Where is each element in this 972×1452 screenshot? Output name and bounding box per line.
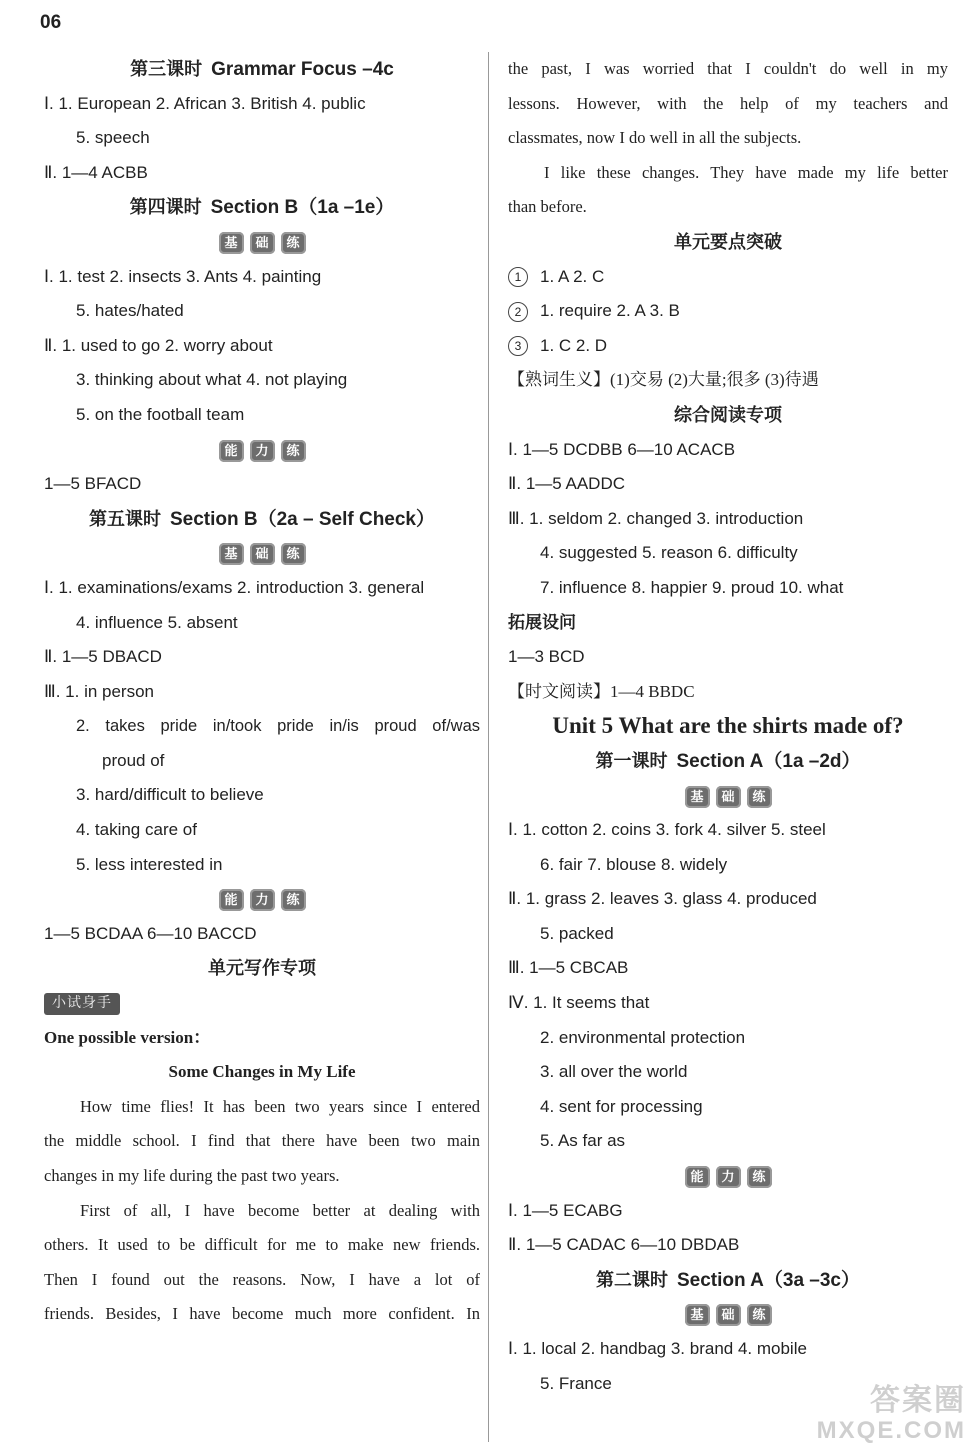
key-point-line: 1 1. A 2. C: [508, 260, 948, 295]
essay-line: friends. Besides, I have become much more confident. In: [44, 1304, 480, 1324]
answer-line: 4. influence 5. absent: [76, 612, 238, 632]
word-meaning-line: 【熟词生义】(1)交易 (2)大量;很多 (3)待遇: [508, 370, 819, 390]
answer-line: Ⅱ. 1. grass 2. leaves 3. glass 4. produced: [508, 889, 817, 909]
ability-practice-badge: 能 力 练: [508, 1159, 948, 1194]
practice-tag-row: [44, 986, 480, 1021]
answer-line: 2. takes pride in/took pride in/is proud of/was: [76, 717, 480, 736]
answer-line: 【时文阅读】1—4 BBDC: [508, 681, 695, 701]
essay-line: the middle school. I find that there have been two main: [44, 1131, 480, 1151]
lesson-heading: 第五课时 Section B（2a – Self Check）: [88, 508, 436, 530]
section-heading: 综合阅读专项: [674, 404, 782, 425]
page-number: 06: [40, 12, 62, 33]
circled-number: 1: [508, 267, 528, 287]
watermark-logo: 答案圈 MXQE.COM: [816, 1384, 966, 1444]
ability-practice-badge: 能 力 练: [44, 882, 480, 917]
version-label: One possible version：: [44, 1027, 211, 1047]
answer-line: 3. all over the world: [540, 1062, 688, 1082]
answer-line: Ⅱ. 1. used to go 2. worry about: [44, 335, 273, 355]
basic-practice-badge: 基 础 练: [44, 536, 480, 571]
answer-line: Ⅱ. 1—4 ACBB: [44, 162, 148, 182]
answer-line: 3. hard/difficult to believe: [76, 785, 264, 805]
essay-line: than before.: [508, 197, 587, 217]
answer-line: 5. As far as: [540, 1131, 626, 1151]
essay-title: Some Changes in My Life: [168, 1062, 356, 1082]
answer-line: 5. speech: [76, 128, 150, 148]
answer-line: 1—3 BCD: [508, 647, 585, 667]
answer-line: 1—5 BFACD: [44, 474, 142, 494]
answer-line: Ⅲ. 1—5 CBCAB: [508, 958, 629, 978]
answer-line: 3. thinking about what 4. not playing: [76, 370, 348, 390]
right-column: [508, 52, 948, 1401]
essay-line: classmates, now I do well in all the subjects.: [508, 128, 802, 148]
basic-practice-badge: 基 础 练: [44, 225, 480, 260]
ability-practice-badge: 能 力 练: [44, 433, 480, 468]
key-point-line: 2 1. require 2. A 3. B: [508, 294, 948, 329]
answer-line: Ⅰ. 1. local 2. handbag 3. brand 4. mobile: [508, 1338, 807, 1358]
essay-line: First of all, I have become better at dealing with: [80, 1200, 480, 1220]
column-divider: [488, 52, 489, 1442]
extension-label: 拓展设问: [508, 612, 576, 632]
key-point-line: 3 1. C 2. D: [508, 329, 948, 364]
answer-line: 5. packed: [540, 923, 614, 943]
answer-line: 6. fair 7. blouse 8. widely: [540, 854, 728, 874]
essay-line: others. It used to be difficult for me to make new friends.: [44, 1235, 480, 1255]
section-heading: 单元写作专项: [208, 958, 316, 979]
answer-line: 2. environmental protection: [540, 1027, 746, 1047]
lesson-heading: 第一课时 Section A（1a –2d）: [595, 750, 861, 772]
answer-line: 4. taking care of: [76, 820, 197, 840]
answer-line: Ⅰ. 1. cotton 2. coins 3. fork 4. silver 5. steel: [508, 820, 826, 840]
answer-line: Ⅰ. 1. European 2. African 3. British 4. public: [44, 93, 366, 113]
answer-line: Ⅲ. 1. in person: [44, 681, 155, 701]
answer-line: 5. hates/hated: [76, 301, 184, 321]
essay-line: I like these changes. They have made my life better: [544, 162, 948, 182]
essay-line: lessons. However, with the help of my teachers and: [508, 93, 948, 113]
left-column: [44, 52, 480, 1332]
answer-line: 4. sent for processing: [540, 1096, 703, 1116]
basic-practice-badge: 基 础 练: [508, 778, 948, 813]
answer-line: Ⅰ. 1—5 ECABG: [508, 1200, 623, 1220]
practice-tag: 小试身手: [44, 993, 120, 1015]
answer-line: Ⅱ. 1—5 AADDC: [508, 474, 626, 494]
answer-line: 1—5 BCDAA 6—10 BACCD: [44, 923, 257, 943]
unit-title: Unit 5 What are the shirts made of?: [552, 713, 904, 739]
answer-line: Ⅳ. 1. It seems that: [508, 993, 650, 1013]
answer-line: proud of: [102, 750, 165, 770]
answer-line: Ⅲ. 1. seldom 2. changed 3. introduction: [508, 508, 804, 528]
circled-number: 2: [508, 302, 528, 322]
lesson-heading: 第三课时 Grammar Focus –4c: [130, 59, 394, 80]
answer-line: 5. France: [540, 1373, 612, 1393]
circled-number: 3: [508, 336, 528, 356]
answer-line: Ⅰ. 1. test 2. insects 3. Ants 4. painting: [44, 266, 322, 286]
answer-line: 5. less interested in: [76, 854, 223, 874]
essay-line: How time flies! It has been two years since I entered: [80, 1096, 480, 1116]
lesson-heading: 第二课时 Section A（3a –3c）: [595, 1269, 861, 1291]
answer-line: Ⅰ. 1. examinations/exams 2. introduction 3. general: [44, 577, 425, 597]
section-heading: 单元要点突破: [674, 231, 782, 252]
answer-line: Ⅰ. 1—5 DCDBB 6—10 ACACB: [508, 439, 736, 459]
essay-line: changes in my life during the past two years.: [44, 1166, 340, 1185]
answer-line: 4. suggested 5. reason 6. difficulty: [540, 543, 798, 563]
essay-line: the past, I was worried that I couldn't do well in my: [508, 59, 948, 78]
answer-line: 7. influence 8. happier 9. proud 10. what: [540, 577, 844, 597]
essay-line: Then I found out the reasons. Now, I have a lot of: [44, 1269, 480, 1289]
answer-line: Ⅱ. 1—5 CADAC 6—10 DBDAB: [508, 1235, 740, 1255]
lesson-heading: 第四课时 Section B（1a –1e）: [129, 197, 395, 219]
basic-practice-badge: 基 础 练: [508, 1297, 948, 1332]
answer-line: 5. on the football team: [76, 404, 245, 424]
answer-line: Ⅱ. 1—5 DBACD: [44, 647, 162, 667]
